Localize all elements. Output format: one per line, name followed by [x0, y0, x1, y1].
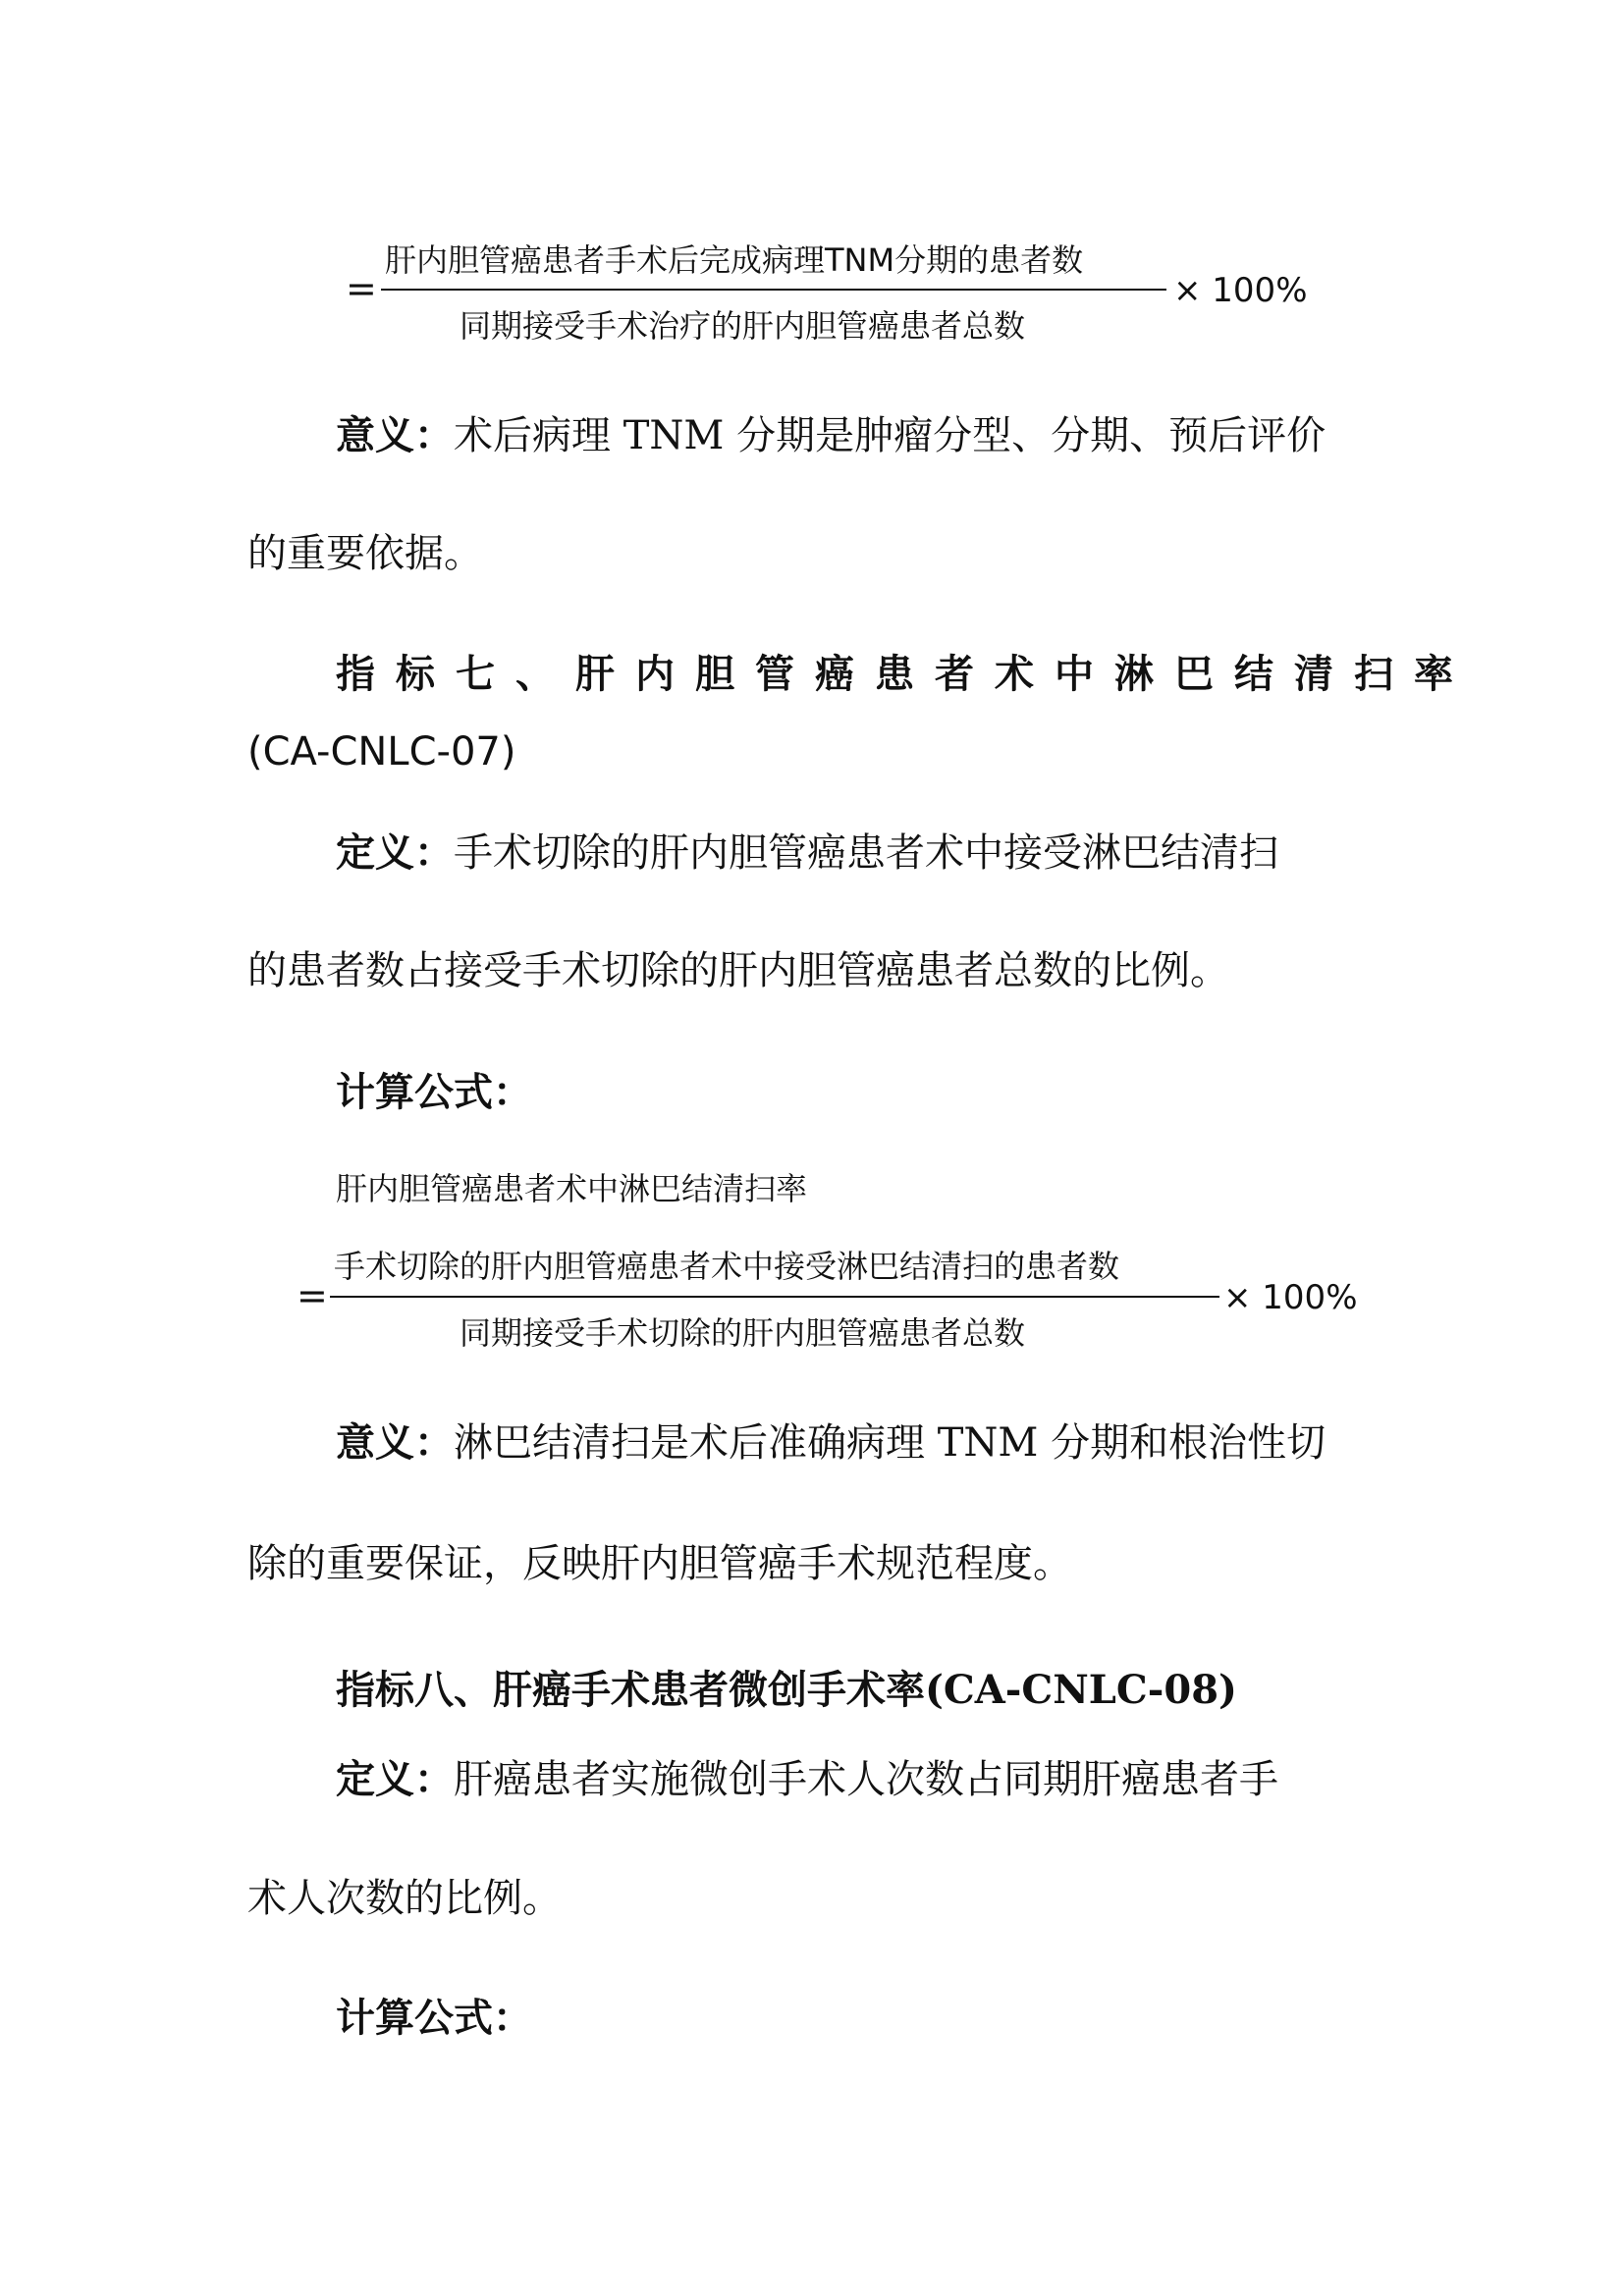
- indicator-7-formula-label-text: 计算公式：: [336, 1069, 532, 1115]
- meaning-6-label: 意义：: [336, 412, 454, 458]
- indicator-7-title-line-1: 指标七、肝内胆管癌患者术中淋巴结清扫率: [336, 651, 1474, 697]
- meaning-6-text-2: 的重要依据。: [247, 531, 483, 576]
- indicator-8-title: 指标八、肝癌手术患者微创手术率(CA-CNLC-08): [336, 1667, 1237, 1713]
- indicator-7-meaning-text-1: 淋巴结清扫是术后准确病理 TNM 分期和根治性切: [454, 1420, 1326, 1466]
- formula-6-equals: =: [346, 267, 377, 310]
- formula-7-name: 肝内胆管癌患者术中淋巴结清扫率: [336, 1170, 808, 1207]
- meaning-6-line-2: [247, 531, 1386, 576]
- meaning-6-line-1: [247, 412, 1386, 458]
- indicator-7-definition-text-2: 的患者数占接受手术切除的肝内胆管癌患者总数的比例。: [247, 948, 1229, 993]
- indicator-8-formula-label: [247, 1995, 1386, 2041]
- indicator-8-definition-line-1: [247, 1756, 1386, 1802]
- indicator-8-definition-text-1: 肝癌患者实施微创手术人次数占同期肝癌患者手: [454, 1757, 1278, 1802]
- formula-7-multiplier: × 100%: [1223, 1278, 1358, 1317]
- formula-7-fraction-line: [330, 1296, 1219, 1298]
- indicator-8-formula-label-text: 计算公式：: [336, 1995, 532, 2041]
- formula-6-fraction-line: [381, 289, 1166, 291]
- indicator-7-title-line-2: (CA-CNLC-07): [247, 729, 516, 774]
- indicator-7-formula-label: [247, 1069, 1386, 1115]
- indicator-7-meaning-line-1: [247, 1419, 1386, 1466]
- formula-7-numerator: 手术切除的肝内胆管癌患者术中接受淋巴结清扫的患者数: [334, 1248, 1120, 1285]
- formula-7-equals: =: [297, 1274, 328, 1317]
- indicator-8-definition-label: 定义：: [336, 1756, 454, 1802]
- indicator-7-definition-label: 定义：: [336, 829, 454, 876]
- formula-6-denominator: 同期接受手术治疗的肝内胆管癌患者总数: [460, 307, 1026, 345]
- formula-7-denominator: 同期接受手术切除的肝内胆管癌患者总数: [460, 1314, 1026, 1352]
- indicator-7-definition-line-2: [247, 948, 1386, 993]
- formula-6-multiplier: × 100%: [1173, 271, 1308, 310]
- indicator-7-definition-line-1: [247, 829, 1386, 876]
- meaning-6-text-1: 术后病理 TNM 分期是肿瘤分型、分期、预后评价: [454, 413, 1326, 458]
- indicator-8-definition-text-2: 术人次数的比例。: [247, 1876, 562, 1921]
- indicator-7-meaning-label: 意义：: [336, 1419, 454, 1466]
- indicator-7-definition-text-1: 手术切除的肝内胆管癌患者术中接受淋巴结清扫: [454, 830, 1278, 876]
- indicator-7-meaning-text-2: 除的重要保证，反映肝内胆管癌手术规范程度。: [247, 1541, 1072, 1586]
- formula-6-numerator: 肝内胆管癌患者手术后完成病理TNM分期的患者数: [385, 241, 1084, 279]
- indicator-8-definition-line-2: [247, 1876, 1386, 1921]
- indicator-7-meaning-line-2: [247, 1541, 1386, 1586]
